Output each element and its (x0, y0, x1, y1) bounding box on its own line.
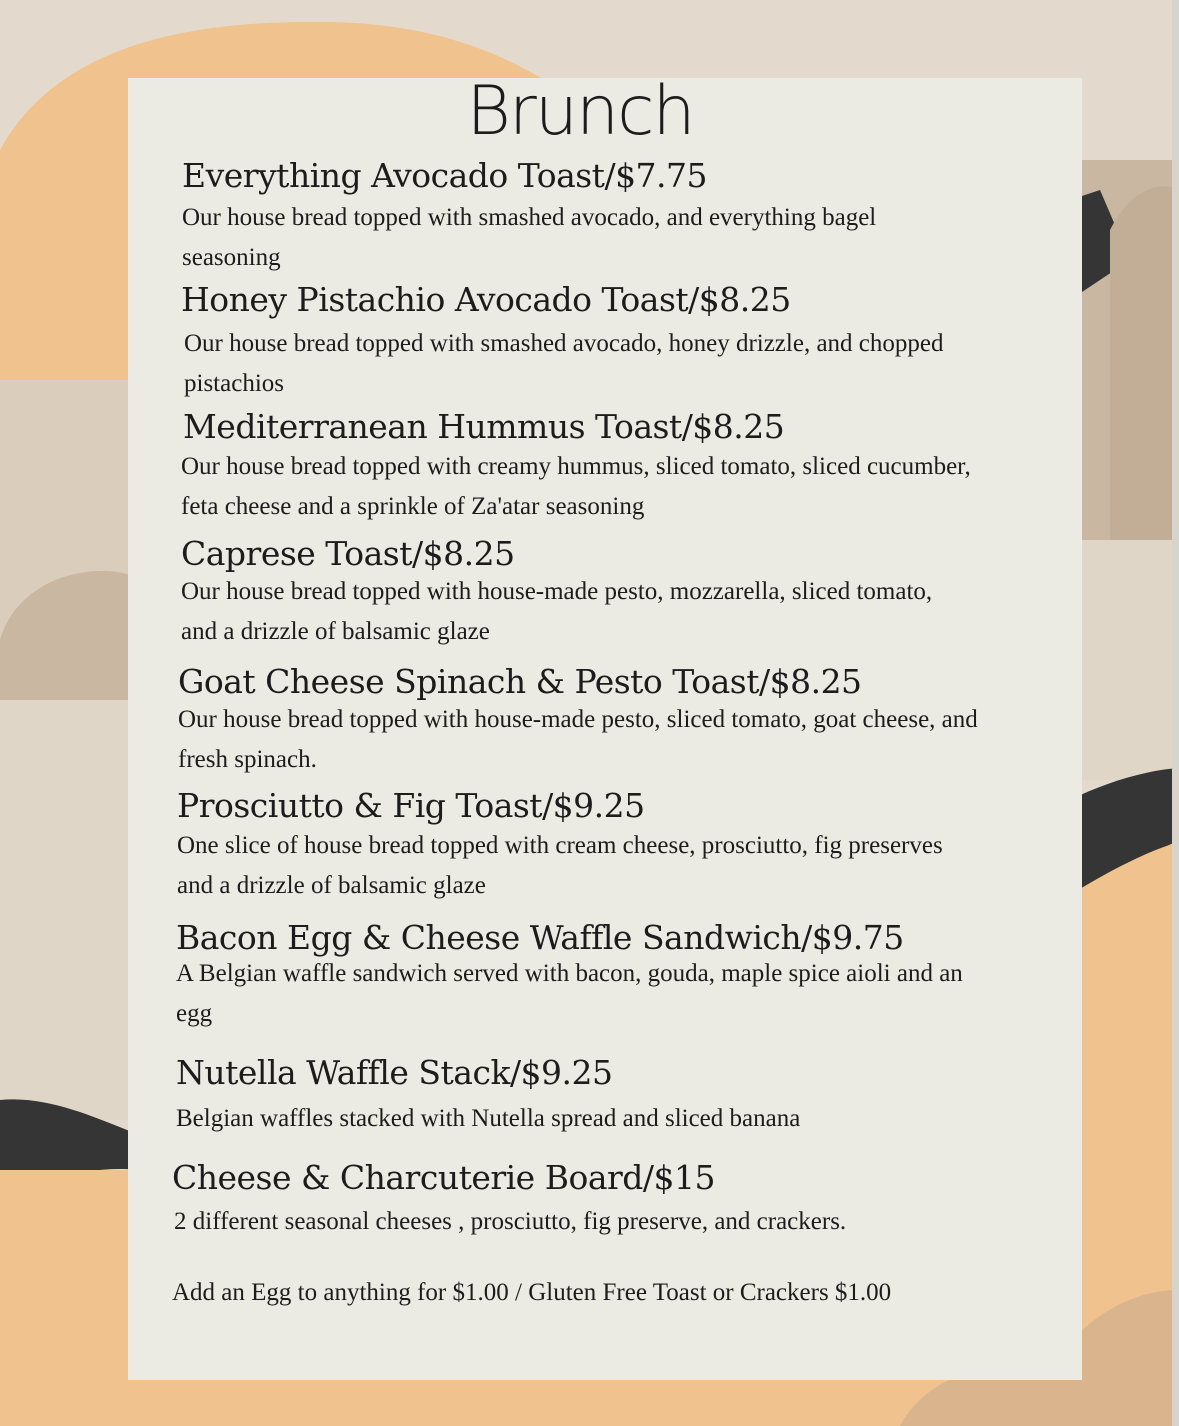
item-description: Belgian waffles stacked with Nutella spread and sliced banana (176, 1105, 801, 1132)
menu-item (181, 280, 964, 404)
item-description: Our house bread topped with creamy hummus, sliced tomato, sliced cucumber, feta cheese and a sprinkle of Za'atar seasoning (181, 453, 971, 520)
menu-item (176, 1053, 976, 1139)
item-description: 2 different seasonal cheeses , prosciutto, fig preserve, and crackers. (174, 1208, 847, 1235)
menu-item (178, 662, 978, 780)
item-name: Prosciutto & Fig Toast/$9.25 (177, 786, 645, 825)
menu-item (176, 918, 976, 1034)
footer-note: Add an Egg to anything for $1.00 / Gluten Free Toast or Crackers $1.00 (172, 1279, 892, 1306)
item-name: Caprese Toast/$8.25 (181, 534, 515, 573)
item-name: Bacon Egg & Cheese Waffle Sandwich/$9.75 (176, 918, 904, 957)
item-name: Cheese & Charcuterie Board/$15 (172, 1158, 716, 1197)
item-name: Everything Avocado Toast/$7.75 (182, 156, 708, 195)
menu-item (183, 407, 971, 527)
item-name: Honey Pistachio Avocado Toast/$8.25 (181, 280, 791, 319)
item-description: Our house bread topped with house-made pesto, mozzarella, sliced tomato, and a drizzle of balsamic glaze (181, 578, 933, 645)
item-name: Mediterranean Hummus Toast/$8.25 (183, 407, 785, 446)
item-description: Our house bread topped with house-made pesto, sliced tomato, goat cheese, and fresh spinach. (178, 706, 978, 773)
menu-item (177, 786, 967, 906)
menu-item (172, 1158, 994, 1242)
menu-item (182, 156, 972, 278)
item-name: Goat Cheese Spinach & Pesto Toast/$8.25 (178, 662, 862, 701)
menu-item (181, 534, 971, 652)
item-description: Our house bread topped with smashed avocado, and everything bagel seasoning (182, 204, 877, 271)
menu-title: Brunch (466, 72, 694, 151)
item-name: Nutella Waffle Stack/$9.25 (176, 1053, 613, 1092)
item-description: A Belgian waffle sandwich served with bacon, gouda, maple spice aioli and an egg (176, 960, 963, 1027)
item-description: One slice of house bread topped with cream cheese, prosciutto, fig preserves and a drizzle of balsamic glaze (177, 832, 943, 899)
item-description: Our house bread topped with smashed avocado, honey drizzle, and chopped pistachios (184, 330, 944, 397)
